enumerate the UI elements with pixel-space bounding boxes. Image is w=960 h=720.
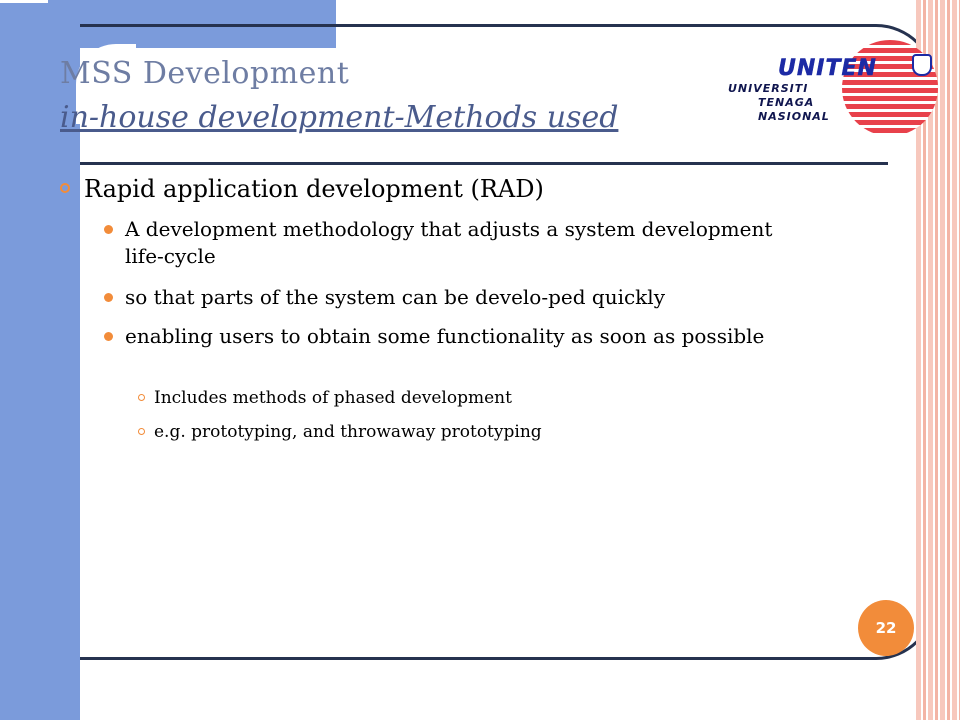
logo-subtitle-2: TENAGA [758,96,815,109]
bullet-level2 [104,323,824,350]
slide-title: MSS Development [60,56,350,91]
uniten-logo [728,40,940,140]
filled-bullet-icon [104,225,113,234]
small-hollow-bullet-icon [138,394,145,401]
bullet-level2-text: so that parts of the system can be develo-ped quickly [125,285,665,309]
small-hollow-bullet-icon [138,428,145,435]
bullet-level3 [138,386,778,410]
logo-name: UNITEN [778,56,877,81]
hollow-bullet-icon [60,183,70,193]
bullet-level3 [138,420,778,444]
slide-subtitle: in-house development-Methods used [60,100,619,135]
bullet-level3-text: e.g. prototyping, and throwaway prototyping [154,422,542,442]
title-divider [80,162,888,165]
logo-subtitle-1: UNIVERSITI [728,82,809,95]
bullet-level1-text: Rapid application development (RAD) [84,175,544,203]
bullet-level1 [60,172,780,206]
corner-mark [0,0,48,3]
bullet-level3-text: Includes methods of phased development [154,388,512,408]
logo-emblem-icon [912,54,932,76]
page-number-badge: 22 [858,600,914,656]
bullet-level2-text: enabling users to obtain some functionality as soon as possible [125,324,765,348]
filled-bullet-icon [104,332,113,341]
filled-bullet-icon [104,293,113,302]
logo-subtitle-3: NASIONAL [758,110,830,123]
bullet-level2 [104,216,824,270]
bullet-level2 [104,284,824,311]
bullet-level2-text: A development methodology that adjusts a system development life-cycle [125,217,773,268]
